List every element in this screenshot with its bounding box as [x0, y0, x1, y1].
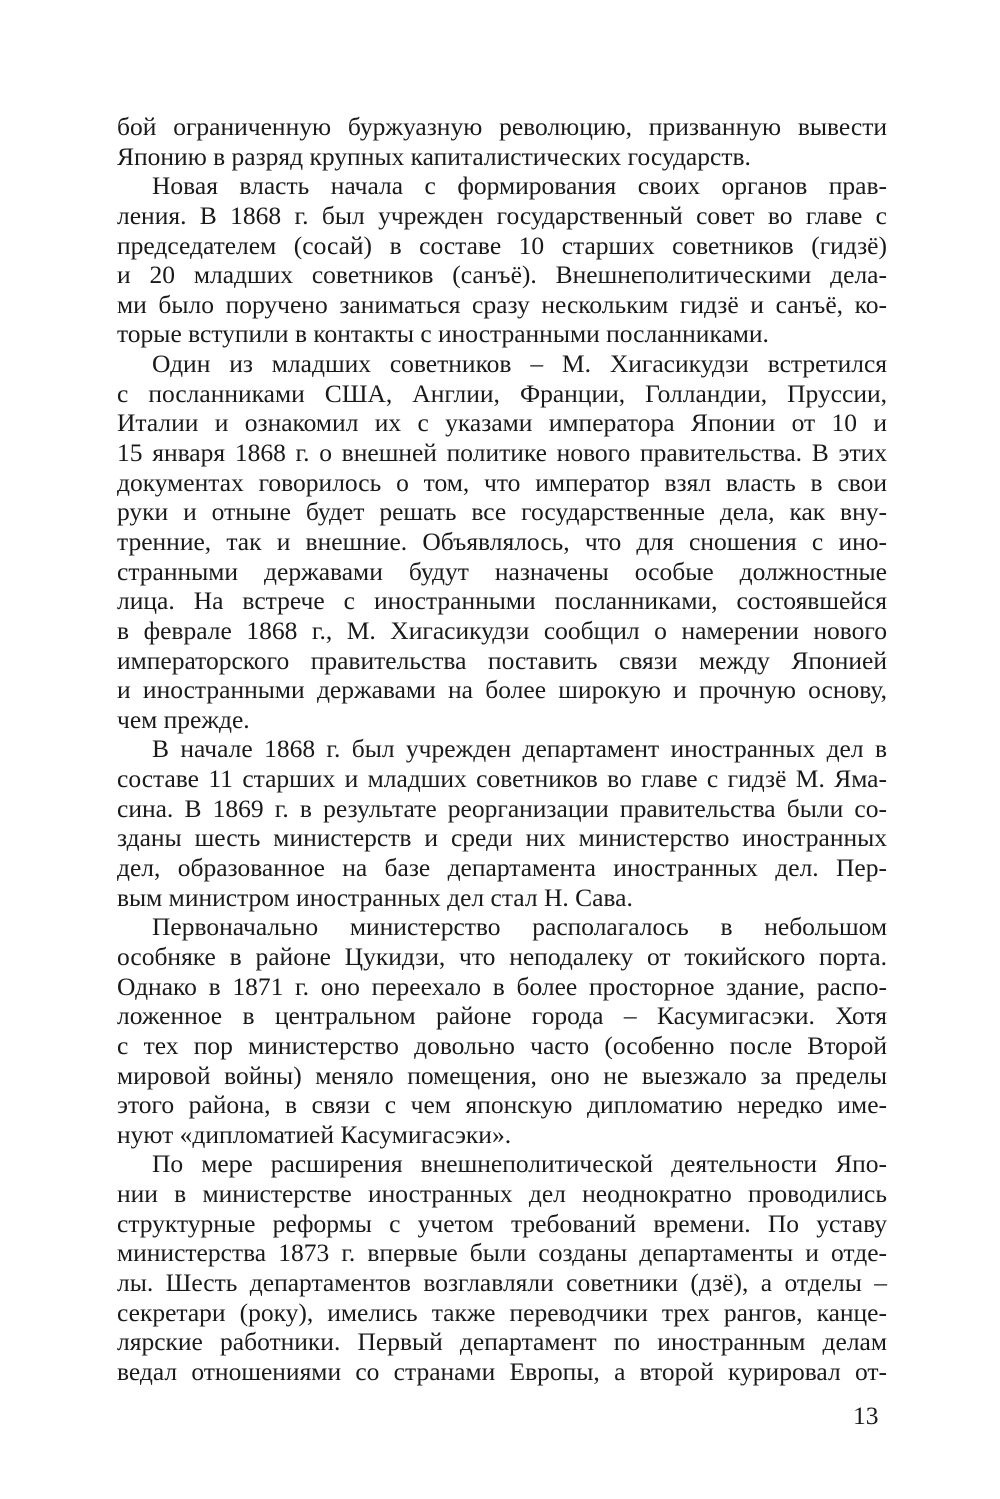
paragraph	[117, 1149, 887, 1386]
text-line: странными державами будут назначены особые должностные	[117, 556, 887, 586]
text-line: лы. Шесть департаментов возглавляли советники (дзё), а отделы –	[117, 1267, 887, 1297]
text-line: Один из младших советников – М. Хигасикудзи встретился	[152, 349, 887, 379]
text-line: По мере расширения внешнеполитической деятельности Япо-	[152, 1149, 887, 1179]
text-line: В начале 1868 г. был учрежден департамент иностранных дел в	[152, 734, 887, 764]
text-line: лярские работники. Первый департамент по иностранным делам	[117, 1327, 887, 1357]
text-line: особняке в районе Цукидзи, что неподалеку от токийского порта.	[117, 941, 887, 971]
text-line: руки и отныне будет решать все государственные дела, как вну-	[117, 497, 887, 527]
text-line: этого района, в связи с чем японскую дипломатию нередко име-	[117, 1090, 887, 1120]
text-line: ми было поручено заниматься сразу нескольким гидзё и санъё, ко-	[117, 289, 887, 319]
text-line: нуют «дипломатией Касумигасэки».	[117, 1119, 512, 1149]
page-number: 13	[853, 1401, 879, 1430]
text-line: структурные реформы с учетом требований времени. По уставу	[117, 1208, 887, 1238]
text-line: нии в министерстве иностранных дел неоднократно проводились	[117, 1179, 887, 1209]
text-line: Италии и ознакомил их с указами императора Японии от 10 и	[117, 408, 887, 438]
text-line: зданы шесть министерств и среди них министерство иностранных	[117, 823, 887, 853]
paragraph	[117, 171, 887, 349]
text-line: мировой войны) меняло помещения, оно не выезжало за пределы	[117, 1060, 887, 1090]
paragraph	[117, 912, 887, 1149]
text-line: Первоначально министерство располагалось в небольшом	[152, 912, 887, 942]
text-line: Однако в 1871 г. оно переехало в более просторное здание, распо-	[117, 971, 887, 1001]
text-line: торые вступили в контакты с иностранными посланниками.	[117, 319, 769, 349]
text-line: ления. В 1868 г. был учрежден государственный совет во главе с	[117, 200, 887, 230]
text-line: документах говорилось о том, что император взял власть в свои	[117, 467, 887, 497]
page-body	[117, 112, 887, 1387]
text-line: секретари (року), имелись также переводчики трех рангов, канце-	[117, 1297, 887, 1327]
text-line: бой ограниченную буржуазную революцию, призванную вывести	[117, 112, 887, 141]
text-line: дел, образованное на базе департамента иностранных дел. Пер-	[117, 853, 887, 883]
text-line: председателем (сосай) в составе 10 старших советников (гидзё)	[117, 230, 887, 260]
text-line: Новая власть начала с формирования своих органов прав-	[152, 171, 887, 201]
text-line: императорского правительства поставить связи между Японией	[117, 645, 887, 675]
paragraph	[117, 112, 887, 171]
text-line: 15 января 1868 г. о внешней политике нового правительства. В этих	[117, 438, 887, 468]
text-line: вым министром иностранных дел стал Н. Сава.	[117, 882, 633, 912]
text-line: с посланниками США, Англии, Франции, Голландии, Пруссии,	[117, 378, 887, 408]
text-line: Японию в разряд крупных капиталистических государств.	[117, 141, 751, 171]
text-line: чем прежде.	[117, 704, 250, 734]
text-line: сина. В 1869 г. в результате реорганизации правительства были со-	[117, 793, 887, 823]
paragraph	[117, 734, 887, 912]
text-line: составе 11 старших и младших советников во главе с гидзё М. Яма-	[117, 764, 887, 794]
text-line: в феврале 1868 г., М. Хигасикудзи сообщил о намерении нового	[117, 615, 887, 645]
text-line: и иностранными державами на более широкую и прочную основу,	[117, 675, 887, 705]
text-line: ведал отношениями со странами Европы, а второй курировал от-	[117, 1356, 887, 1386]
text-line: тренние, так и внешние. Объявлялось, что для сношения с ино-	[117, 526, 887, 556]
text-line: и 20 младших советников (санъё). Внешнеполитическими дела-	[117, 260, 887, 290]
text-line: ложенное в центральном районе города – Касумигасэки. Хотя	[117, 1001, 887, 1031]
text-line: лица. На встрече с иностранными посланниками, состоявшейся	[117, 586, 887, 616]
text-line: с тех пор министерство довольно часто (особенно после Второй	[117, 1030, 887, 1060]
text-line: министерства 1873 г. впервые были созданы департаменты и отде-	[117, 1238, 887, 1268]
paragraph	[117, 349, 887, 734]
